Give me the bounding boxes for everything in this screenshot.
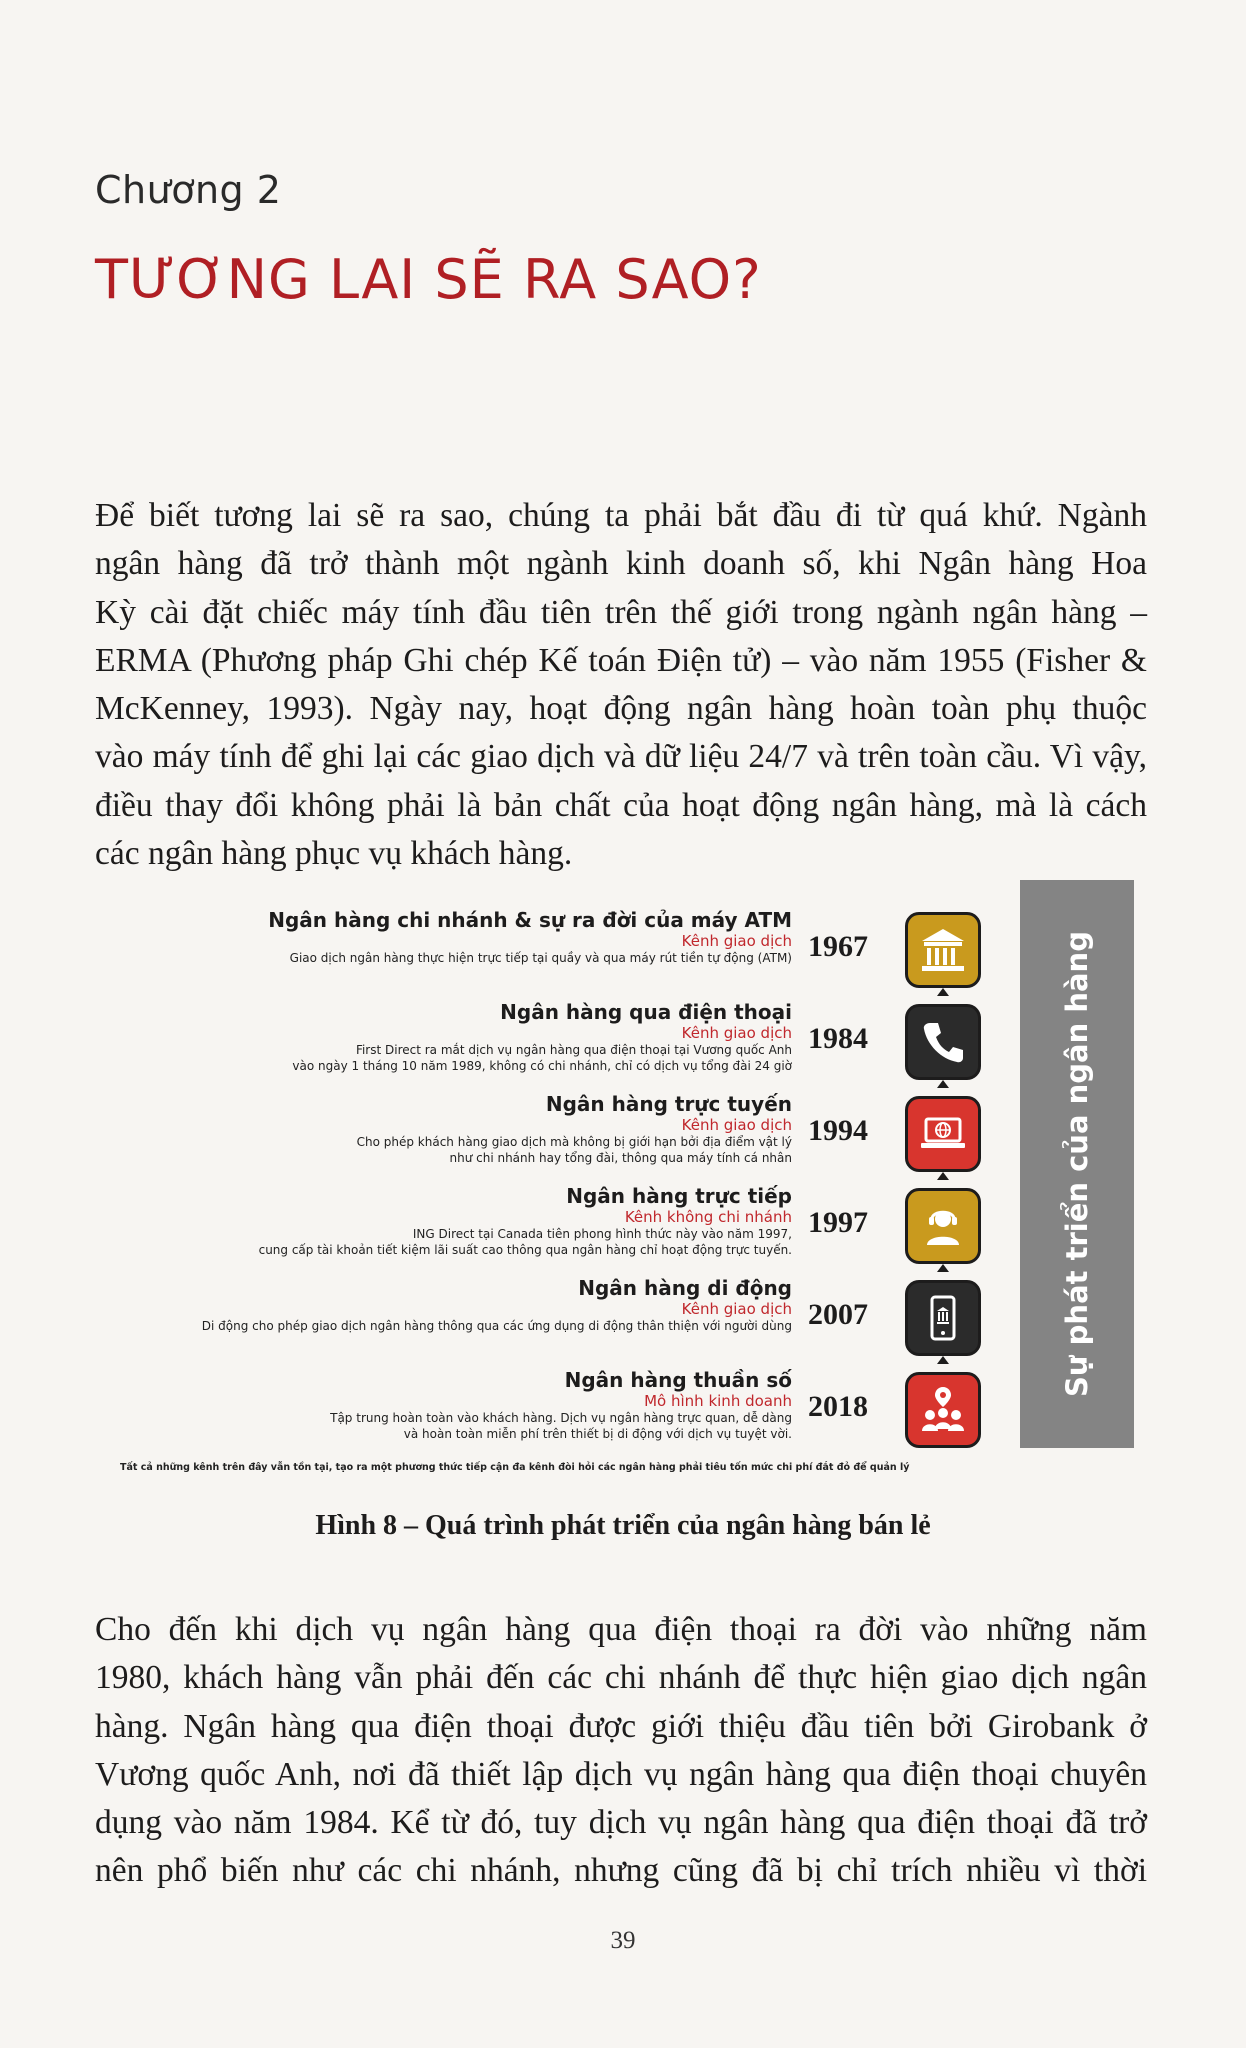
timeline-arrow-icon <box>937 1172 949 1180</box>
timeline-channel: Kênh không chi nhánh <box>624 1208 792 1226</box>
body-paragraph <box>95 1606 1147 1896</box>
text-line: Kỳ cài đặt chiếc máy tính đầu tiên trên thế giới trong ngành ngân hàng – <box>95 593 1147 631</box>
timeline-year: 1984 <box>808 1022 868 1055</box>
timeline-desc: như chi nhánh hay tổng đài, thông qua máy tính cá nhân <box>449 1151 792 1165</box>
timeline-text <box>92 1184 792 1258</box>
mobile-bank-icon <box>905 1280 981 1356</box>
timeline-title: Ngân hàng trực tuyến <box>545 1092 792 1116</box>
timeline-channel: Kênh giao dịch <box>681 1300 792 1318</box>
figure-caption: Hình 8 – Quá trình phát triển của ngân hàng bán lẻ <box>315 1510 931 1541</box>
timeline-text <box>92 1000 792 1074</box>
page-number: 39 <box>610 1927 636 1954</box>
timeline-desc: ING Direct tại Canada tiên phong hình thức này vào năm 1997, <box>412 1227 792 1241</box>
text-line: các ngân hàng phục vụ khách hàng. <box>95 835 573 873</box>
timeline-desc: Cho phép khách hàng giao dịch mà không bị giới hạn bởi địa điểm vật lý <box>356 1135 792 1149</box>
text-line: 1980, khách hàng vẫn phải đến các chi nhánh để thực hiện giao dịch ngân <box>95 1659 1147 1697</box>
chapter-label: Chương 2 <box>95 168 282 212</box>
timeline-text <box>92 908 792 966</box>
timeline-title: Ngân hàng thuần số <box>564 1368 792 1392</box>
timeline-title: Ngân hàng chi nhánh & sự ra đời của máy ATM <box>268 908 792 932</box>
chapter-title: TƯƠNG LAI SẼ RA SAO? <box>95 248 762 311</box>
text-line: Cho đến khi dịch vụ ngân hàng qua điện thoại ra đời vào những năm <box>95 1611 1147 1648</box>
timeline-title: Ngân hàng di động <box>578 1276 792 1300</box>
text-line: Vương quốc Anh, nơi đã thiết lập dịch vụ ngân hàng qua điện thoại chuyên <box>95 1755 1147 1793</box>
timeline-arrow-icon <box>937 988 949 996</box>
timeline-year: 2007 <box>808 1298 868 1331</box>
timeline-year: 1994 <box>808 1114 868 1147</box>
timeline-channel: Kênh giao dịch <box>681 932 792 950</box>
intro-paragraph <box>95 492 1147 878</box>
timeline-channel: Mô hình kinh doanh <box>644 1392 792 1410</box>
text-line: dụng vào năm 1984. Kể từ đó, tuy dịch vụ ngân hàng qua điện thoại đã trở <box>95 1804 1147 1842</box>
timeline-desc: First Direct ra mắt dịch vụ ngân hàng qua điện thoại tại Vương quốc Anh <box>355 1043 792 1057</box>
timeline-desc: và hoàn toàn miễn phí trên thiết bị di động với dịch vụ tuyệt vời. <box>403 1427 792 1441</box>
text-line: ERMA (Phương pháp Ghi chép Kế toán Điện tử) – vào năm 1955 (Fisher & <box>95 641 1147 679</box>
timeline-year: 1967 <box>808 930 868 963</box>
timeline-desc: cung cấp tài khoản tiết kiệm lãi suất cao thông qua ngân hàng chỉ hoạt động trực tuyến. <box>258 1243 792 1257</box>
timeline-text <box>92 1092 792 1166</box>
text-line: điều thay đổi không phải là bản chất của hoạt động ngân hàng, mà là cách <box>95 786 1147 824</box>
people-location-icon <box>905 1372 981 1448</box>
timeline-desc: Giao dịch ngân hàng thực hiện trực tiếp tại quầy và qua máy rút tiền tự động (ATM) <box>289 951 792 965</box>
timeline-desc: Tập trung hoàn toàn vào khách hàng. Dịch vụ ngân hàng trực quan, dễ dàng <box>330 1411 792 1425</box>
timeline-year: 1997 <box>808 1206 868 1239</box>
side-banner <box>1020 880 1134 1448</box>
bank-building-icon <box>905 912 981 988</box>
timeline-year: 2018 <box>808 1390 868 1423</box>
banking-evolution-figure <box>0 880 1246 1480</box>
timeline-title: Ngân hàng trực tiếp <box>566 1184 792 1208</box>
phone-icon <box>905 1004 981 1080</box>
text-line: vào máy tính để ghi lại các giao dịch và dữ liệu 24/7 và trên toàn cầu. Vì vậy, <box>95 738 1147 776</box>
text-line: ngân hàng đã trở thành một ngành kinh doanh số, khi Ngân hàng Hoa <box>95 545 1147 583</box>
text-line: Để biết tương lai sẽ ra sao, chúng ta phải bắt đầu đi từ quá khứ. Ngành <box>95 497 1147 534</box>
timeline-desc: vào ngày 1 tháng 10 năm 1989, không có chi nhánh, chỉ có dịch vụ tổng đài 24 giờ <box>292 1059 792 1073</box>
timeline-desc: Di động cho phép giao dịch ngân hàng thông qua các ứng dụng di động thân thiện với người dùng <box>201 1319 792 1333</box>
text-line: hàng. Ngân hàng qua điện thoại được giới thiệu đầu tiên bởi Girobank ở <box>95 1707 1147 1745</box>
timeline-arrow-icon <box>937 1356 949 1364</box>
text-line: nên phổ biến như các chi nhánh, nhưng cũng đã bị chỉ trích nhiều vì thời <box>95 1852 1147 1890</box>
headset-agent-icon <box>905 1188 981 1264</box>
timeline-title: Ngân hàng qua điện thoại <box>500 1000 792 1024</box>
timeline-text <box>92 1368 792 1442</box>
text-line: McKenney, 1993). Ngày nay, hoạt động ngân hàng hoàn toàn phụ thuộc <box>95 690 1147 728</box>
side-banner-label: Sự phát triển của ngân hàng <box>1060 931 1094 1397</box>
timeline-arrow-icon <box>937 1080 949 1088</box>
timeline-channel: Kênh giao dịch <box>681 1024 792 1042</box>
timeline-arrow-icon <box>937 1264 949 1272</box>
figure-footnote: Tất cả những kênh trên đây vẫn tồn tại, tạo ra một phương thức tiếp cận đa kênh đòi hỏi các ngân hàng phải tiêu tốn mức chi phí đắt đỏ để quản lý <box>120 1462 910 1473</box>
timeline-channel: Kênh giao dịch <box>681 1116 792 1134</box>
laptop-globe-icon <box>905 1096 981 1172</box>
timeline-text <box>92 1276 792 1334</box>
